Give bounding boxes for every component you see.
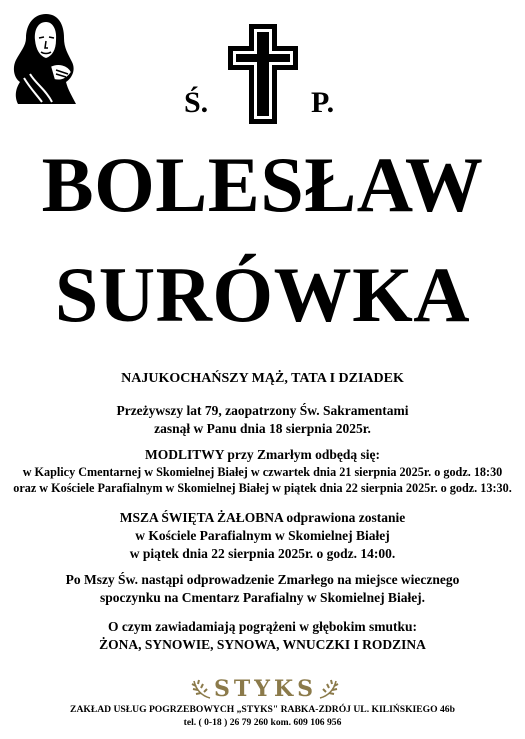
mass-line-3: w piątek dnia 22 sierpnia 2025r. o godz. 14:00. (129, 546, 396, 561)
age-line-2: zasnął w Panu dnia 18 sierpnia 2025r. (154, 421, 371, 436)
burial-info (0, 571, 525, 607)
deceased-last-name: SURÓWKA (54, 251, 471, 338)
mass-info (0, 509, 525, 563)
company-line: ZAKŁAD USŁUG POGRZEBOWYCH „STYKS" RABKA-ZDRÓJ UL. KILIŃSKIEGO 46b (70, 704, 455, 715)
family-line-1: O czym zawiadamiają pogrążeni w głębokim smutku: (108, 619, 417, 634)
header-cross-row (0, 22, 525, 132)
laurel-right-icon (318, 678, 340, 700)
relation-line: NAJUKOCHAŃSZY MĄŻ, TATA I DZIADEK (121, 371, 404, 386)
prayers-line-2: oraz w Kościele Parafialnym w Skomielnej Białej w piątek dnia 22 sierpnia 2025r. o godz. 13:30. (13, 481, 512, 495)
family-line-2: ŻONA, SYNOWIE, SYNOWA, WNUCZKI I RODZINA (99, 637, 426, 652)
deceased-first-name: BOLESŁAW (41, 141, 484, 228)
prayers-line-1: w Kaplicy Cmentarnej w Skomielnej Białej w czwartek dnia 21 sierpnia 2025r. o godz. 18:30 (22, 465, 503, 479)
cross-icon (226, 22, 300, 126)
mass-line-2: w Kościele Parafialnym w Skomielnej Białej (135, 528, 390, 543)
logo-text: STYKS (214, 676, 317, 702)
phone-line: tel. ( 0-18 ) 26 79 260 kom. 609 106 956 (183, 717, 342, 728)
mass-line-1: MSZA ŚWIĘTA ŻAŁOBNA odprawiona zostanie (119, 510, 406, 525)
header-letter-s: Ś. (184, 86, 209, 119)
burial-line-2: spoczynku na Cmentarz Parafialny w Skomielnej Białej. (99, 590, 426, 605)
laurel-left-icon (190, 678, 212, 700)
styks-logo (190, 676, 340, 702)
prayers-info (0, 446, 525, 496)
age-info (0, 402, 525, 438)
burial-line-1: Po Mszy Św. nastąpi odprowadzenie Zmarłego na miejsce wiecznego (65, 572, 460, 587)
prayers-title: MODLITWY przy Zmarłym odbędą się: (145, 447, 380, 462)
header-letter-p: P. (311, 86, 335, 119)
family-info (0, 618, 525, 654)
age-line-1: Przeżywszy lat 79, zaopatrzony Św. Sakramentami (116, 403, 409, 418)
